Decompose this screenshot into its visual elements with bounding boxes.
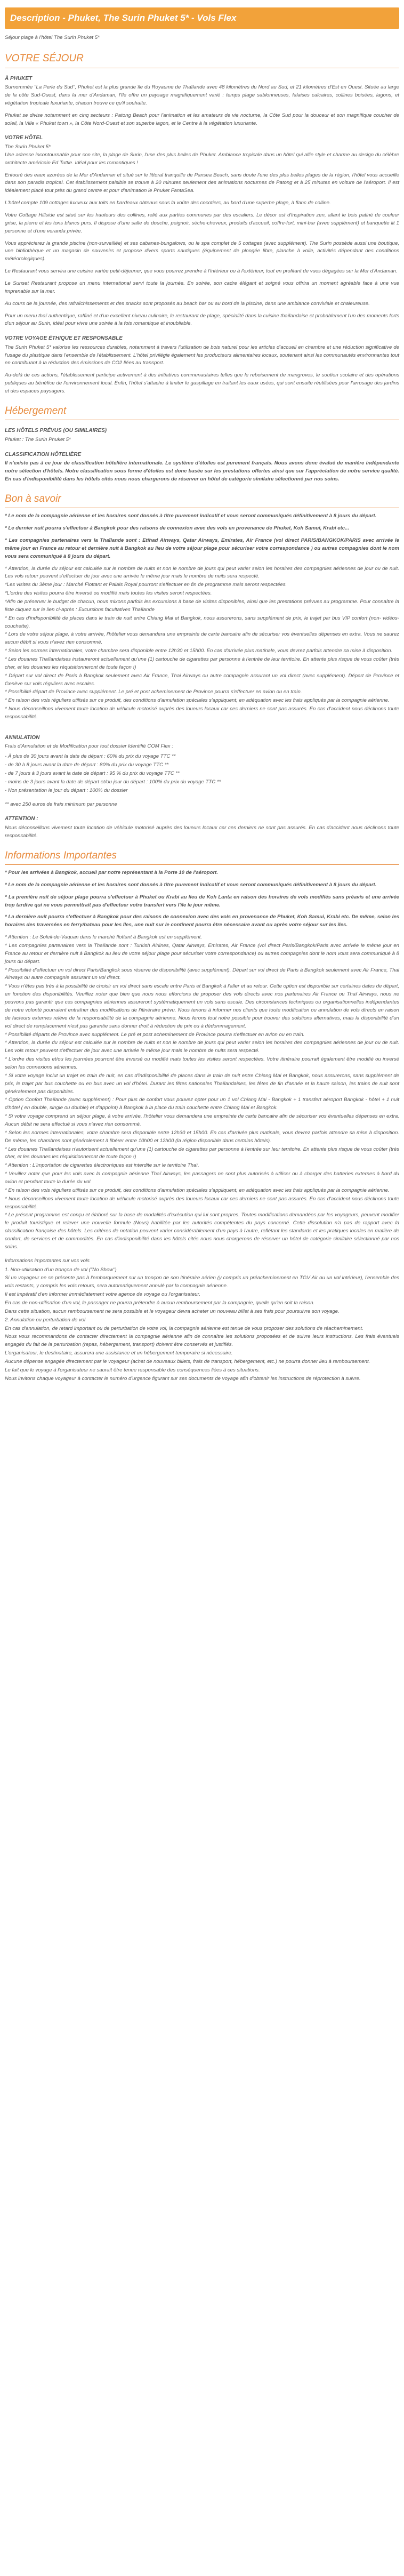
note-item: * Les douanes Thaïlandaises instaureront actuellement qu'une (1) cartouche de cigarettes par personne à l'entrée de leur territoire. En attente plus risque de vous coûter (très cher, et les douanes les réquisitionneront de toute façon !): [5, 656, 399, 670]
section-heading: Informations Importantes: [5, 849, 117, 861]
flight-info-item: En cas d'annulation, de retard important ou de perturbation de votre vol, la compagnie aérienne est tenue de vous proposer des solutions de réacheminement.: [5, 1325, 363, 1331]
subheading: VOTRE VOYAGE ÉTHIQUE ET RESPONSABLE: [5, 335, 123, 342]
info-item: * Nous déconseillons vivement toute location de véhicule motorisé auprès des loueurs locaux car ces derniers ne sont pas assurés. En cas d'accident nous déclinons toute responsabilité.: [5, 1195, 399, 1210]
flight-info-item: 2. Annulation ou perturbation de vol: [5, 1317, 86, 1323]
flight-info-item: Nous invitons chaque voyageur à contacter le numéro d'urgence figurant sur ses documents de voyage afin d'obtenir les instructions de réprotection à suivre.: [5, 1375, 361, 1382]
subheading: ANNULATION: [5, 734, 40, 741]
note-bold: * Les compagnies partenaires vers la Thaïlande sont : Etihad Airways, Qatar Airways, Emirates, Air France (vol direct PARIS/BANGKOK/PARIS avec arrivée le même jour en France au retour et dernière nuit à Bangkok au lieu de votre séjour plage pour sécuriser votre correspondance ) ou autres compagnies dont le nom vous sera communiqué à 8 jours du départ.: [5, 537, 399, 559]
subheading: À PHUKET: [5, 75, 33, 82]
paragraph: Au cours de la journée, des rafraîchissements et des snacks sont proposés au beach bar ou au bord de la piscine, dans une ambiance conviviale et chaleureuse.: [5, 300, 370, 307]
footnote: ** avec 250 euros de frais minimum par personne: [5, 801, 117, 807]
paragraph: Frais d'Annulation et de Modification pour tout dossier Identifié COM Flex :: [5, 743, 173, 750]
flight-info-item: Aucune dépense engagée directement par le voyageur (achat de nouveaux billets, frais de transport, hébergement, etc.) ne pourra donner lieu à remboursement.: [5, 1359, 370, 1365]
info-item: * Veuillez noter que pour les vols avec la compagnie aérienne Thaï Airways, les passagers ne sont plus autorisés à utiliser ou à charger des batteries externes à bord du avion et pendant toute la durée du vol.: [5, 1171, 399, 1185]
section-heading: Bon à savoir: [5, 493, 61, 504]
notes-list: [5, 565, 399, 721]
info-item: * Vous n'êtes pas très à la possibilité de choisir un vol direct sans escale entre Paris et Bangkok à l'aller et au retour. Cette option est disponible sur certaines dates de départ, en fonction des disponibilités. Veuillez noter que bien que nous nous efforcions de proposer des vols directs avec nos partenaires Air France ou Thaï Airways, nous ne pouvons pas garantir que ces compagnies aériennes assureront systématiquement un vols sans escale. Des circonstances techniques ou organisationnelles indépendantes de notre volonté pourraient entraîner des modifications de l'itinéraire prévu. Nous tenons à informer nos clients que toute modification ou annulation de vols directs en raison de facteurs externes relève de la responsabilité de la compagnie aérienne. Nous ferons tout notre possible pour trouver des solutions alternatives, mais la disponibilité d'un vol direct de remplacement n'est pas garantie sans donner droit à réduction de prix ou à dédommagement.: [5, 983, 399, 1029]
note-bold: * Pour les arrivées à Bangkok, accueil par notre représentant à la Porte 10 de l'aéroport.: [5, 870, 219, 876]
divider: [5, 864, 399, 865]
info-item: * Attention, la durée du séjour est calculée sur le nombre de nuits et non le nombre de jours qui peut varier selon les horaires des compagnies aériennes de jour ou de nuit. Les vols retour peuvent s'effectuer de jour avec une arrivée le même jour mais le nombre de nuits sera respecté.: [5, 1040, 399, 1054]
cancellation-item: - de 7 jours à 3 jours avant la date de départ : 95 % du prix du voyage TTC **: [5, 770, 180, 776]
cancellation-item: - moins de 3 jours avant la date de départ et/ou jour du départ : 100% du prix du voyage TTC **: [5, 779, 221, 785]
info-item: * Attention : L'importation de cigarettes électroniques est interdite sur le territoire Thaï.: [5, 1162, 199, 1169]
paragraph: The Surin Phuket 5* valorise les ressources durables, notamment à travers l'utilisation de bois naturel pour les articles d'accueil en chambre et une réduction significative de l'usage du plastique dans l'ensemble de l'établissement. L'hôtel privilégie également les producteurs alimentaires locaux, soutenant ainsi les communautés environnantes tout en contribuant à la réduction des émissions de CO2 liées au transport.: [5, 344, 399, 366]
info-item: * En raison des vols réguliers utilisés sur ce produit, des conditions d'annulation spéciales s'appliquent, en adéquation avec les frais appliqués par la compagnie aérienne.: [5, 1187, 390, 1193]
note-item: * Selon les normes internationales, votre chambre sera disponible entre 12h30 et 15h00. En cas d'arrivée plus matinale, vous devrez parfois attendre sa mise à disposition.: [5, 648, 393, 654]
cancellation-item: - Non présentation le jour du départ : 100% du dossier: [5, 787, 128, 793]
subheading: CLASSIFICATION HÔTELIÈRE: [5, 451, 82, 458]
paragraph: Il n'existe pas à ce jour de classification hôtelière internationale. Le système d'étoiles est purement français. Nous avons donc évalué de manière indépendante notre sélection d'hôtels. Notre classification sous forme d'étoiles est donc basée sur les prestations offertes ainsi que sur l'appréciation de notre service qualité. En cas d'indisponibilité dans les hôtels cités nous nous chargerons de réserver un hôtel de catégorie similaire sélectionné par nos soins.: [5, 460, 399, 482]
info-list: [5, 934, 399, 1251]
flight-info-list: [5, 1266, 399, 1383]
note-item: * Départ sur vol direct de Paris à Bangkok seulement avec Air France, Thai Airways ou autre compagnie assurant un vol direct (avec supplément). Départ de Province et Genève sur vols réguliers avec escales.: [5, 672, 399, 687]
info-item: * Possibilité départs de Province avec supplément. Le pré et post acheminement de Province pourra s'effectuer en avion ou en train.: [5, 1031, 305, 1038]
paragraph: Vous apprécierez la grande piscine (non-surveillée) et ses cabanes-bungalows, ou le spa complet de 5 cottages (avec supplément). The Surin possède aussi une boutique, une bibliothèque et un magasin de souvenirs et propose divers sports nautiques (équipement de plongée libre, planche à voile, activités dépendant des conditions météorologiques).: [5, 240, 399, 262]
flight-info-item: Dans cette situation, aucun remboursement ne sera possible et le voyageur devra acheter un nouveau billet à ses frais pour poursuivre son voyage.: [5, 1308, 340, 1314]
paragraph: Pour un menu thaï authentique, raffiné et d'un excellent niveau culinaire, le restaurant de plage, spécialité dans la cuisine thaïlandaise et probablement l'un des moments forts d'un séjour au Surin, idéal pour vivre une soirée à la fois romantique et inoubliable.: [5, 312, 399, 327]
flight-info-item: L'organisateur, le destinataire, assurera une assistance et un hébergement temporaire si nécessaire.: [5, 1350, 233, 1357]
paragraph: Votre Cottage Hillside est situé sur les hauteurs des collines, relié aux parties communes par des escaliers. Le décor est d'inspiration zen, allant le bois patiné de couleur grise, la pierre et les tons blancs purs. Il dispose d'une salle de douche, peignoir, sèche-cheveux, produits d'accueil, coffre-fort, mini-bar (avec supplément) et banquette lit 1 personne et d'une veranda privée.: [5, 212, 399, 234]
note-item: * En cas d'indisponibilité de places dans le train de nuit entre Chiang Mai et Bangkok, nous assurerons, sans supplément de prix, le trajet par bus VIP confort (non- vidéos-couchette).: [5, 615, 399, 629]
note-bold: * La première nuit de séjour plage pourra s'effectuer à Phuket ou Krabi au lieu de Koh Lanta en raison des horaires de vols modifiés sans préavis et une arrivée trop tardive qui ne vous permettrait pas d'effectuer votre transfert vers l'île le jour même.: [5, 894, 399, 908]
note-item: *Les visites du 3ème jour : Marché Flottant et Palais Royal pourront s'effectuer en fin de programme mais seront respectées.: [5, 582, 287, 588]
subheading: Informations importantes sur vos vols: [5, 1257, 90, 1264]
hotel-list-item: Phuket : The Surin Phuket 5*: [5, 436, 71, 443]
subheading: LES HÔTELS PRÉVUS (OU SIMILAIRES): [5, 428, 107, 434]
lead-text: Séjour plage à l'hôtel The Surin Phuket 5*: [5, 35, 100, 41]
paragraph: Phuket se divise notamment en cinq secteurs : Patong Beach pour l'animation et les amateurs de vie nocturne, la Côte Sud pour la douceur et son magnifique coucher de soleil, la Ville « Phuket town », la Côte Nord-Ouest et son superbe lagon, et le Centre à la végétation luxuriante.: [5, 112, 399, 126]
flight-info-item: 1. Non-utilisation d'un tronçon de vol ("No Show"): [5, 1266, 117, 1273]
page-title: Description - Phuket, The Surin Phuket 5* - Vols Flex: [5, 7, 399, 29]
note-bold: * Le nom de la compagnie aérienne et les horaires sont donnés à titre purement indicatif et vous seront communiqués définitivement à 8 jours du départ.: [5, 513, 377, 519]
paragraph: Entouré des eaux azurées de la Mer d'Andaman et situé sur le littoral tranquille de Pansea Beach, sans doute l'une des plus belles plages de la région, l'hôtel vous accueille dans son paradis tropical. Cet établissement paisible se trouve à 20 minutes seulement des animations nocturnes de Patong et à 25 minutes en voiture de l'aéroport. Il est idéalement placé tout près du grand centre et pour d'animation le Phuket FantaSea.: [5, 172, 399, 194]
note-bold: * Le nom de la compagnie aérienne et les horaires sont donnés à titre purement indicatif et vous seront communiqués définitivement à 8 jours du départ.: [5, 881, 377, 888]
cancellation-item: - de 30 à 8 jours avant la date de départ : 80% du prix du voyage TTC **: [5, 762, 169, 768]
note-bold: * La dernière nuit pourra s'effectuer à Bangkok pour des raisons de connexion avec des vols en provenance de Phuket, Koh Samui, Krabi etc. De même, selon les horaires des traversées en ferry/bateau pour les îles, une nuit sur le continent pourra être nécessaire avant ou après votre séjour sur les îles.: [5, 914, 399, 928]
section-informations: [5, 848, 399, 1383]
note-item: * Possibilité départ de Province avec supplément. Le pré et post acheminement de Province pourra s'effectuer en avion ou en train.: [5, 689, 302, 695]
info-item: * Si votre voyage inclut un trajet en train de nuit, en cas d'indisponibilité de places dans le train de nuit entre Chiang Mai et Bangkok, nous assurerons, sans supplément de prix, le trajet par bus couchette ou en bus avec un vol d'hôtel. Durant les fêtes nationales Thaïlandaises, les fêtes de fin d'année et la haute saison, les trains de nuit sont généralement pas disponibles.: [5, 1072, 399, 1095]
section-hebergement: [5, 403, 399, 484]
subheading: ATTENTION :: [5, 816, 38, 822]
paragraph: Le Sunset Restaurant propose un menu international servi toute la journée. En soirée, son cadre élégant et soigné vous offrira un moment agréable face à une vue imprenable sur la mer.: [5, 280, 399, 294]
info-item: * Si votre voyage comprend un séjour plage, à votre arrivée, l'hôtelier vous demandera une empreinte de carte bancaire afin de sécuriser vos éventuelles dépenses en extra. Aucun débit ne sera effectué si vous n'avez rien consommé.: [5, 1113, 399, 1127]
subheading: VOTRE HÔTEL: [5, 135, 43, 141]
section-sejour: [5, 51, 399, 396]
flight-info-item: Il est impératif d'en informer immédiatement votre agence de voyage ou l'organisateur.: [5, 1291, 200, 1298]
paragraph: Nous déconseillons vivement toute location de véhicule motorisé auprès des loueurs locaux car ces derniers ne sont pas assurés. En cas d'accident nous déclinons toute responsabilité.: [5, 824, 399, 839]
flight-info-item: En cas de non-utilisation d'un vol, le passager ne pourra prétendre à aucun remboursement par la compagnie, quelle qu'en soit la raison.: [5, 1300, 315, 1306]
paragraph: Le Restaurant vous servira une cuisine variée petit-déjeuner, que vous pourrez prendre à l'intérieur ou à l'extérieur, tout en profitant de vues dégagées sur la Mer d'Andaman.: [5, 268, 398, 275]
note-item: * Attention, la durée du séjour est calculée sur le nombre de nuits et non le nombre de jours qui peut varier selon les horaires des compagnies aériennes de jour ou de nuit. Les vols retour peuvent s'effectuer de jour avec une arrivée le même jour mais le nombre de nuits sera respecté.: [5, 565, 399, 580]
info-item: * Les douanes Thaïlandaises n'autorisent actuellement qu'une (1) cartouche de cigarettes par personne à l'entrée sur leur territoire. En attente plus risque de vous coûter (très cher, et les douanes les réquisitionneront de toute façon !): [5, 1146, 399, 1160]
cancellation-list: [5, 753, 399, 795]
section-heading: VOTRE SÉJOUR: [5, 53, 84, 65]
note-item: *L'ordre des visites pourra être inversé ou modifié mais toutes les visites seront respectées.: [5, 590, 212, 597]
note-item: *Afin de préserver le budget de chacun, nous mixons parfois les excursions à base de visites disponibles, ainsi que les prestations prévues au programme. Pour connaître la liste cliquez sur le lien ci-après : Excursions facultatives Thaïlande: [5, 598, 399, 613]
note-item: * En raison des vols réguliers utilisés sur ce produit, des conditions d'annulation spéciales s'appliquent, en adéquation avec les frais appliqués par la compagnie aérienne.: [5, 697, 390, 704]
paragraph: Une adresse incontournable pour son site, la plage de Surin, l'une des plus belles de Phuket. Ambiance tropicale dans un hôtel qui allie style et charme au design du célèbre architecte américain Ed Tuttle. Idéal pour les romantiques !: [5, 151, 399, 166]
paragraph: Au-delà de ces actions, l'établissement participe activement à des initiatives communautaires telles que le reboisement de mangroves, le soutien scolaire et des opérations publiques au bénéfice de l'environnement local. Enfin, l'hôtel s'attache à limiter le gaspillage en traitant les eaux usées, qui sont ensuite réutilisées pour l'arrosage des jardins et des espaces paysagers.: [5, 372, 399, 395]
note-item: * Nous déconseillons vivement toute location de véhicule motorisé auprès des loueurs locaux car ces derniers ne sont pas assurés. En cas d'accident nous déclinons toute responsabilité.: [5, 706, 399, 720]
info-item: * Attention : Le Soleil-de-Vaquan dans le marché flottant à Bangkok est en supplément.: [5, 934, 202, 941]
cancellation-item: - À plus de 30 jours avant la date de départ : 60% du prix du voyage TTC **: [5, 753, 176, 760]
info-item: * Le présent programme est conçu et élaboré sur la base de modalités d'exécution qui lui sont propres. Toutes modifications demandées par les voyageurs, peuvent modifier le produit touristique et relever une nouvelle formule (Nous) habilitée par les autorités compétentes du pays concerné. Cette dissolution n'a pas de rapport avec la classification française des hôtels. Les critères de notation peuvent varier considérablement d'un pays à l'autre, reflétant les standards et les pratiques locales en matière de confort, de services et de commodités. En cas d'indisponibilité dans les hôtels cités nous nous chargerons de réserver un hôtel de catégorie similaire sélectionné par nos soins.: [5, 1212, 399, 1250]
paragraph: Surnommée "La Perle du Sud", Phuket est la plus grande île du Royaume de Thaïlande avec 48 kilomètres du Nord au Sud, et 21 kilomètres d'Est en Ouest. Située au large de la côte Sud-Ouest, dans la mer d'Andaman, l'île offre un paysage magnifiquement varié : temps plage sablonneuses, falaises calcaires, collines boisées, lagons, et végétation tropicale luxuriante, chacun trouve ce qu'il souhaite.: [5, 84, 399, 106]
flight-info-item: Le fait que le voyage à l'organisateur ne saurait être tenue responsable des conséquences liées à ces situations.: [5, 1367, 260, 1373]
flight-info-item: Nous vous recommandons de contacter directement la compagnie aérienne afin de connaître les solutions proposées et de suivre leurs instructions. Les frais éventuels engagés du fait de la perturbation (repas, hébergement, transport) doivent être conservés et justifiés.: [5, 1334, 399, 1348]
info-item: * L'ordre des visites et/ou les journées pourront être inversé ou modifié mais toutes les visites seront respectées. Votre itinéraire pourrait également être modifié ou inversé selon les connexions aériennes.: [5, 1056, 399, 1070]
info-item: * Option Confort Thaïlande (avec supplément) : Pour plus de confort vous pouvez opter pour un 1 vol Chiang Mai - Bangkok + 1 transfert aéroport Bangkok - hôtel + 1 nuit d'hôtel ( en double, single ou double) et d'appoint) à Bangkok à la place du train couchette entre Chiang Mai et Bangkok.: [5, 1097, 399, 1111]
hotel-name: The Surin Phuket 5*: [5, 143, 51, 150]
note-item: * Lors de votre séjour plage, à votre arrivée, l'hôtelier vous demandera une empreinte de carte bancaire afin de sécuriser vos éventuelles dépenses en extra. Vous ne saurez aucun débit si vous n'avez rien consommé.: [5, 631, 399, 646]
info-item: * Possibilité d'effectuer un vol direct Paris/Bangkok sous réserve de disponibilité (avec supplément). Départ sur vol direct de Paris à Bangkok seulement avec Air France, Thai Airways ou autre compagnie assurant un vol direct.: [5, 967, 399, 981]
section-heading: Hébergement: [5, 405, 67, 416]
info-item: * Selon les normes internationales, votre chambre sera disponible entre 12h30 et 15h00. En cas d'arrivée plus matinale, vous devrez parfois attendre sa mise à disposition. De même, les chambres sont généralement à libérer entre 10h00 et 12h00 (la région disponible dans certains hôtels).: [5, 1129, 399, 1144]
section-bon-a-savoir: [5, 491, 399, 840]
info-item: * Les compagnies partenaires vers la Thaïlande sont : Turkish Airlines, Qatar Airways, Emirates, Air France (vol direct Paris/Bangkok/Paris avec arrivée le même jour en France au retour et dernière nuit à Bangkok au lieu de votre séjour plage pour sécuriser votre correspondance) ou autres compagnies dont le nom vous sera communiqué à 8 jours du départ.: [5, 943, 399, 965]
paragraph: L'hôtel compte 109 cottages luxueux aux toits en bardeaux obtenus sous la voûte des cocotiers, au bord d'une superbe plage, à flanc de colline.: [5, 200, 331, 206]
note-bold: * Le dernier nuit pourra s'effectuer à Bangkok pour des raisons de connexion avec des vols en provenance de Phuket, Koh Samui, Krabi etc...: [5, 525, 350, 532]
flight-info-item: Si un voyageur ne se présente pas à l'embarquement sur un tronçon de son itinéraire aérien (y compris un préacheminement en TGV Air ou un vol intérieur), l'ensemble des vols restants, y compris les vols retours, sera automatiquement annulé par la compagnie aérienne.: [5, 1275, 399, 1289]
